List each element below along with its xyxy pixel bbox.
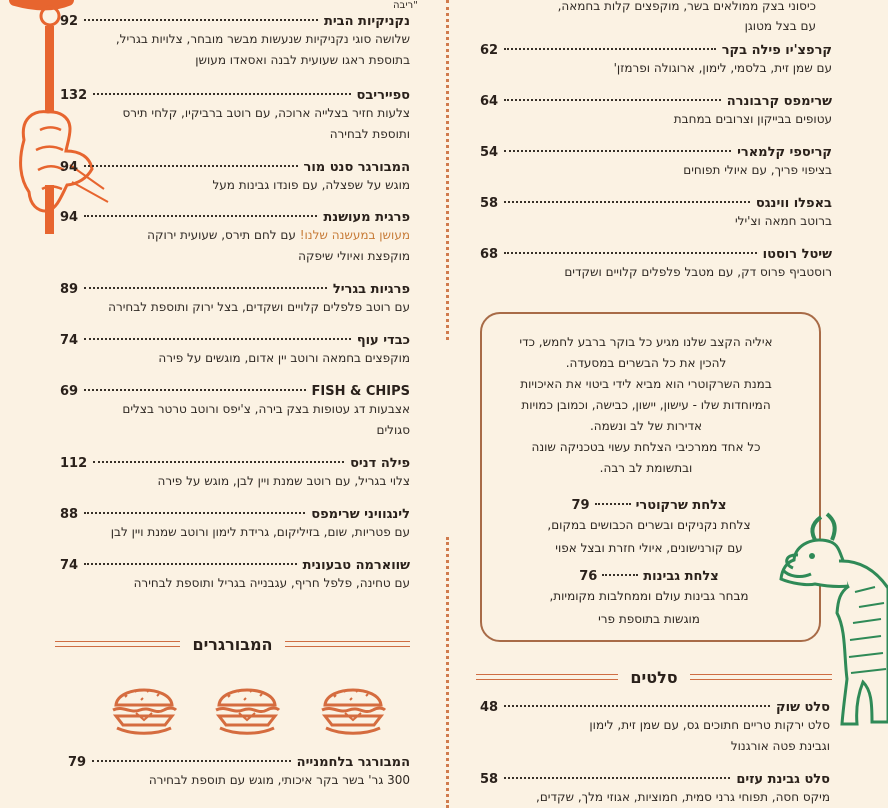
menu-item-description bbox=[480, 715, 830, 757]
menu-item-price: 58 bbox=[480, 772, 499, 787]
menu-item-name: שיטל רוסטו bbox=[762, 247, 832, 262]
burger-icon bbox=[317, 676, 389, 738]
description-line: עם שמן זית, בלסמי, לימון, ארוגולה ופרמזן' bbox=[613, 61, 832, 75]
description-line: עם טחינה, פלפל חריף, עגבנייה בגריל ותוספת לבחירה bbox=[133, 576, 410, 590]
board-description-line: צלחת נקניקים ובשרים הכבושים במקום, bbox=[547, 518, 751, 532]
menu-item-price: 92 bbox=[60, 14, 79, 29]
charcuterie-board-item bbox=[499, 494, 799, 559]
board-item-header bbox=[572, 498, 727, 513]
menu-item-roast-beef bbox=[480, 247, 832, 283]
menu-item-name: סלט שוק bbox=[776, 700, 830, 715]
board-name: צלחת שרקוטרי bbox=[635, 498, 727, 513]
description-line: כיסוני בצק ממולאים בשר, מוקפצים קלות בחמאה, bbox=[557, 0, 816, 13]
description-line: עם בצל מטוגן bbox=[744, 19, 816, 33]
description-line: מיקס חסה, תפוחי גרני סמית, חמוציות, אגוזי מלך, שקדים, bbox=[536, 790, 830, 804]
cow-head bbox=[781, 540, 849, 586]
burger-icon bbox=[108, 676, 180, 738]
butcher-story-line: להכין את כל הבשרים במסעדה. bbox=[565, 356, 727, 370]
butcher-story-line: איליה הקצב שלנו מגיע כל בוקר ברבע לחמש, כדי bbox=[519, 335, 773, 349]
description-line: מוגש על שפצלה, עם פונדו גבינות מעל bbox=[212, 178, 410, 192]
smoked-note: מעושן במעשנה שלנו! bbox=[299, 228, 410, 242]
sausage-shape bbox=[15, 0, 68, 5]
menu-item-price: 112 bbox=[60, 456, 88, 471]
menu-item-crispy-calamari bbox=[480, 145, 832, 181]
menu-item-denis-fillet bbox=[60, 456, 410, 492]
menu-item-description bbox=[480, 160, 832, 181]
menu-item-header bbox=[60, 456, 410, 471]
description-line: מוקפצים בחמאה ורוטב יין אדום, מוגשים על פירה bbox=[158, 351, 410, 365]
menu-item-header bbox=[480, 145, 832, 160]
burgers-section-title: המבורגרים bbox=[192, 634, 273, 654]
burger-icon bbox=[211, 676, 283, 738]
fork-lower-handle bbox=[45, 185, 54, 234]
dot-leader bbox=[504, 777, 730, 779]
menu-item-burger-bun bbox=[68, 755, 410, 791]
menu-item-header bbox=[60, 282, 410, 297]
menu-item-name: ספייריבס bbox=[356, 88, 410, 103]
dot-leader bbox=[84, 215, 317, 217]
menu-item-description bbox=[60, 399, 410, 441]
description-line: ותוספת לבחירה bbox=[329, 127, 410, 141]
menu-item-price: 58 bbox=[480, 196, 499, 211]
menu-item-name: קרפצ'יו פילה בקר bbox=[721, 43, 832, 58]
dot-leader bbox=[84, 338, 351, 340]
fork-handle bbox=[45, 26, 54, 122]
menu-item-header bbox=[480, 196, 832, 211]
cow-illustration bbox=[777, 512, 888, 732]
menu-item-name: המבורגר סנט מור bbox=[303, 160, 410, 175]
description-line: מוקפצת ואיולי שיפקה bbox=[298, 249, 410, 263]
description-line: עם פטריות, שום, בזיליקום, גרידת לימון ורוטב שמנת ויין לבן bbox=[110, 525, 410, 539]
section-rule bbox=[285, 641, 410, 647]
menu-item-price: 54 bbox=[480, 145, 499, 160]
menu-item-description bbox=[480, 262, 832, 283]
menu-item-grilled-chicken bbox=[60, 282, 410, 318]
menu-item-description bbox=[60, 225, 410, 267]
menu-item-header bbox=[60, 88, 410, 103]
menu-item-saint-maur-burger bbox=[60, 160, 410, 196]
menu-item-vegan-shawarma bbox=[60, 558, 410, 594]
menu-item-description bbox=[60, 297, 410, 318]
menu-item-header bbox=[480, 247, 832, 262]
description-line: בציפוי פריך, עם איולי תפוחים bbox=[683, 163, 832, 177]
butcher-story-text bbox=[503, 332, 789, 479]
dot-leader bbox=[504, 705, 770, 707]
dot-leader bbox=[84, 389, 305, 391]
menu-item-chicken-livers bbox=[60, 333, 410, 369]
dot-leader bbox=[504, 252, 757, 254]
description-line-rest: עם לחם תירס, שעועית ירוקה bbox=[147, 228, 300, 242]
menu-item-buffalo-wings bbox=[480, 196, 832, 232]
dot-leader bbox=[504, 48, 716, 50]
cow-eye bbox=[809, 553, 815, 559]
description-line: וגבינת פטה אורגנול bbox=[730, 739, 830, 753]
menu-item-header bbox=[480, 43, 832, 58]
menu-item-description bbox=[480, 787, 830, 808]
menu-item-price: 64 bbox=[480, 94, 499, 109]
menu-item-header bbox=[60, 210, 410, 225]
menu-item-description bbox=[480, 211, 832, 232]
description-line: 300 גר' בשר בקר איכותי, מוגש עם תוספת לבחירה bbox=[148, 773, 410, 787]
menu-item-price: 79 bbox=[68, 755, 87, 770]
menu-item-description bbox=[60, 29, 410, 71]
menu-item-description bbox=[480, 109, 832, 130]
menu-item-header bbox=[68, 755, 410, 770]
dot-leader bbox=[595, 503, 631, 505]
menu-item-house-sausages bbox=[60, 14, 410, 71]
section-rule bbox=[476, 674, 618, 680]
description-line: סלט ירקות טריים חתוכים גס, עם שמן זית, לימון bbox=[589, 718, 830, 732]
dot-leader bbox=[84, 165, 297, 167]
menu-item-header bbox=[480, 700, 830, 715]
dot-leader bbox=[84, 563, 296, 565]
menu-item-description bbox=[60, 103, 410, 145]
menu-item-name: פרגיות בגריל bbox=[332, 282, 410, 297]
menu-item-price: 74 bbox=[60, 333, 79, 348]
cheese-board-item bbox=[499, 565, 799, 630]
menu-item-header bbox=[60, 333, 410, 348]
menu-item-description bbox=[60, 573, 410, 594]
dot-leader bbox=[504, 201, 750, 203]
dumplings-description-fragment bbox=[558, 0, 816, 36]
menu-item-description bbox=[60, 522, 410, 543]
top-fragment-left: "ריבה bbox=[393, 0, 418, 11]
description-line bbox=[60, 225, 410, 246]
butcher-story-line: המיוחדות שלו - עישון, יישון, כבישה, וכמובן כמויות bbox=[521, 398, 771, 412]
menu-item-description bbox=[480, 58, 832, 79]
menu-item-price: 132 bbox=[60, 88, 88, 103]
board-name: צלחת גבינות bbox=[643, 569, 719, 584]
menu-item-description bbox=[60, 471, 410, 492]
board-description-line: מבחר גבינות עולם וממחלבות מקומיות, bbox=[549, 589, 749, 603]
menu-item-header bbox=[60, 14, 410, 29]
menu-item-goat-cheese-salad bbox=[480, 772, 830, 808]
menu-item-name: FISH & CHIPS bbox=[311, 384, 410, 399]
board-description-line: מוגשות בתוספת פרי bbox=[598, 612, 700, 626]
salads-section-header bbox=[476, 669, 832, 685]
menu-item-name: המבורגר בלחמנייה bbox=[296, 755, 410, 770]
menu-item-beef-carpaccio bbox=[480, 43, 832, 79]
butcher-info-box bbox=[480, 312, 821, 642]
description-line: שלושה סוגי נקניקיות שנעשות מבשר מובחר, צלויות בגריל, bbox=[115, 32, 410, 46]
burgers-section-header bbox=[55, 636, 410, 652]
menu-item-price: 88 bbox=[60, 507, 79, 522]
dot-leader bbox=[84, 19, 318, 21]
description-line: עטופים בבייקון וצרובים במחבת bbox=[673, 112, 832, 126]
menu-item-description bbox=[60, 175, 410, 196]
dot-leader bbox=[504, 99, 721, 101]
description-line: עם רוטב פלפלים קלויים ושקדים, בצל ירוק ותוספת לבחירה bbox=[108, 300, 410, 314]
menu-item-price: 89 bbox=[60, 282, 79, 297]
menu-item-name: קריספי קלמארי bbox=[737, 145, 832, 160]
butcher-story-line: אדירות של לב ונשמה. bbox=[589, 419, 703, 433]
board-item-header bbox=[579, 569, 719, 584]
butcher-story-line: ובתשומת לב רבה. bbox=[599, 461, 693, 475]
menu-item-name: סלט גבינת עזים bbox=[736, 772, 830, 787]
description-line: סגולים bbox=[376, 423, 410, 437]
menu-item-price: 74 bbox=[60, 558, 79, 573]
menu-item-description bbox=[68, 770, 410, 791]
menu-item-header bbox=[60, 384, 410, 399]
section-rule bbox=[55, 641, 180, 647]
description-line: צלוי בגריל, עם רוטב שמנת ויין לבן, מוגש על פירה bbox=[157, 474, 410, 488]
menu-item-header bbox=[480, 94, 832, 109]
menu-item-price: 69 bbox=[60, 384, 79, 399]
menu-item-header bbox=[60, 507, 410, 522]
menu-item-price: 94 bbox=[60, 160, 79, 175]
description-line: אצבעות דג עטופות בצק בירה, צ'יפס ורוטב טרטר בצלים bbox=[122, 402, 410, 416]
column-divider-bottom bbox=[446, 537, 452, 808]
board-price: 76 bbox=[579, 569, 598, 584]
dot-leader bbox=[84, 512, 305, 514]
menu-item-price: 62 bbox=[480, 43, 499, 58]
menu-item-shrimp-linguine bbox=[60, 507, 410, 543]
butcher-story-line: כל אחד ממרכיבי הצלחת עשוי בטכניקה שונה bbox=[531, 440, 761, 454]
description-line: רוסטביף פרוס דק, עם מטבל פלפלים קלויים ושקדים bbox=[564, 265, 832, 279]
column-divider-top bbox=[446, 0, 452, 340]
section-rule bbox=[690, 674, 832, 680]
dot-leader bbox=[92, 760, 291, 762]
menu-item-name: באפלו ווינגס bbox=[755, 196, 832, 211]
dot-leader bbox=[602, 574, 638, 576]
menu-item-price: 68 bbox=[480, 247, 499, 262]
menu-item-header bbox=[60, 160, 410, 175]
menu-item-spareribs bbox=[60, 88, 410, 145]
menu-item-market-salad bbox=[480, 700, 830, 757]
menu-item-name: נקניקיות הבית bbox=[323, 14, 410, 29]
menu-item-name: לינגוויני שרימפס bbox=[311, 507, 410, 522]
menu-item-name: פרגית מעושנת bbox=[323, 210, 410, 225]
dot-leader bbox=[93, 461, 344, 463]
menu-item-header bbox=[60, 558, 410, 573]
menu-item-price: 94 bbox=[60, 210, 79, 225]
menu-item-name: כבדי עוף bbox=[356, 333, 410, 348]
board-description-line: עם קורנישונים, איולי חזרת ובצל אפוי bbox=[555, 541, 743, 555]
menu-item-header bbox=[480, 772, 830, 787]
menu-item-name: שרימפס קרבונרה bbox=[726, 94, 832, 109]
menu-item-smoked-chicken bbox=[60, 210, 410, 267]
menu-item-name: פילה דניס bbox=[350, 456, 410, 471]
menu-item-fish-and-chips bbox=[60, 384, 410, 441]
dot-leader bbox=[93, 93, 350, 95]
description-line: צלעות חזיר בצלייה ארוכה, עם רוטב ברביקיו, קלחי תירס bbox=[122, 106, 410, 120]
description-line: ברוטב חמאה וצ'ילי bbox=[734, 214, 832, 228]
dot-leader bbox=[84, 287, 327, 289]
menu-item-description bbox=[60, 348, 410, 369]
menu-item-price: 48 bbox=[480, 700, 499, 715]
board-price: 79 bbox=[571, 498, 590, 513]
dot-leader bbox=[504, 150, 731, 152]
butcher-story-line: במנת השרקוטרי הוא מביא לידי ביטוי את האיכויות bbox=[520, 377, 772, 391]
salads-section-title: סלטים bbox=[630, 667, 678, 687]
menu-item-name: שווארמה טבעונית bbox=[302, 558, 410, 573]
menu-item-shrimp-carbonara bbox=[480, 94, 832, 130]
description-line: בתוספת ראגו שעועית לבנה ואסאדו מעושן bbox=[195, 53, 410, 67]
